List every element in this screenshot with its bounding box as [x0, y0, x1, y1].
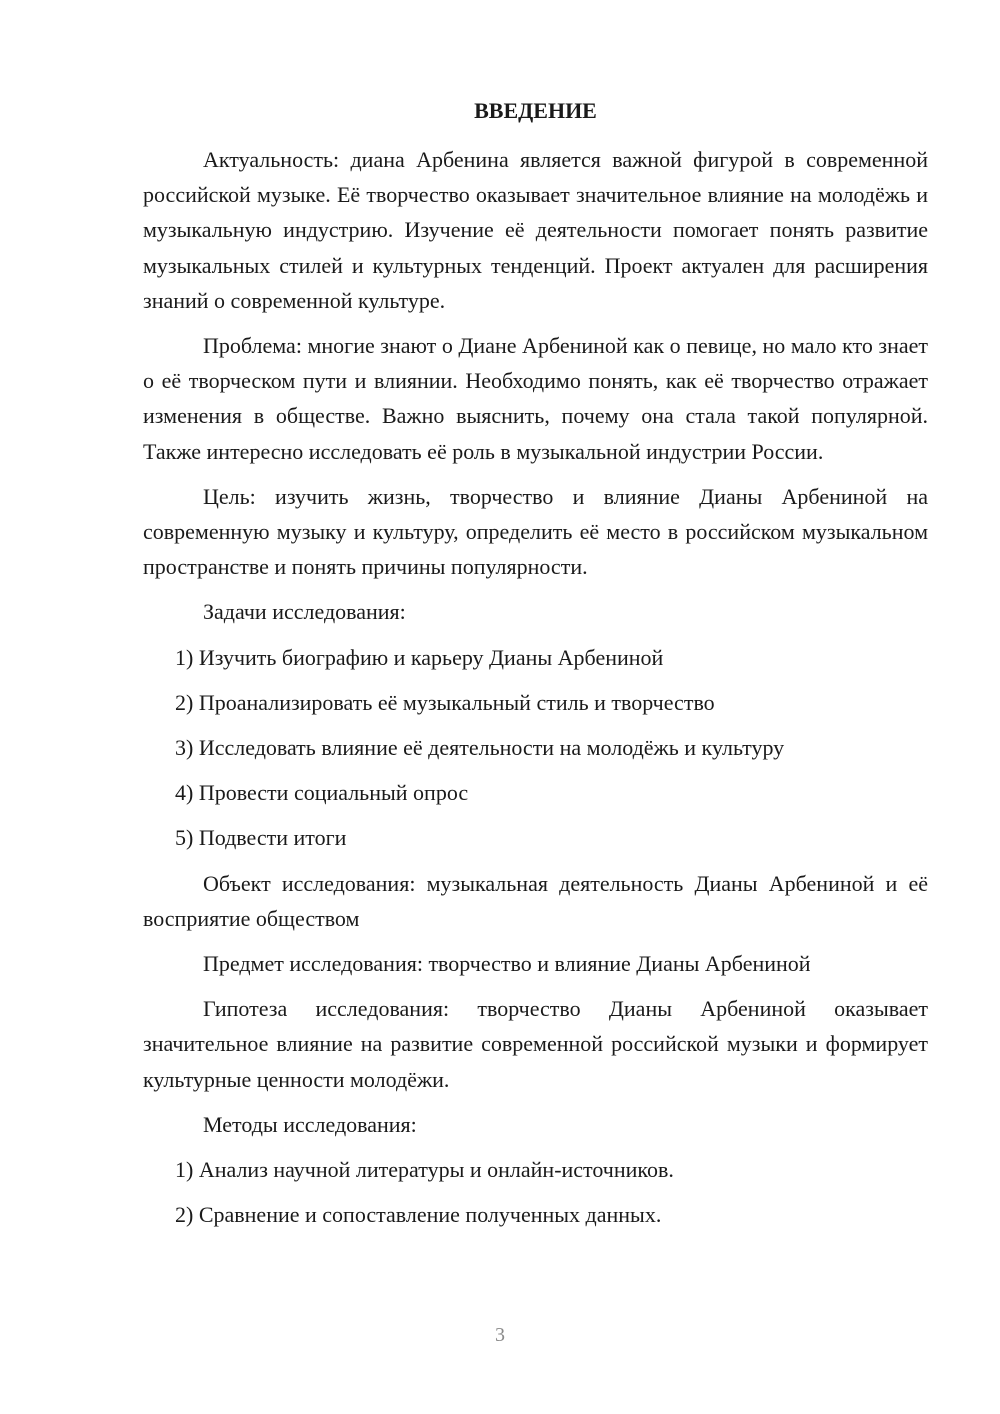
section-title: ВВЕДЕНИЕ — [474, 98, 597, 123]
list-item: 4) Провести социальный опрос — [175, 780, 469, 806]
page-content — [143, 96, 928, 1242]
methods-heading: Методы исследования: — [203, 1111, 417, 1137]
tasks-heading: Задачи исследования: — [203, 599, 406, 625]
problem-paragraph: Проблема: многие знают о Диане Арбениной как о певице, но мало кто знает о её творческом пути и влиянии. Необходимо понять, как её творчество отражает изменения в обществе. Важно выяснить, почему она стала такой популярной. Также интересно исследовать её роль в музыкальной индустрии России. — [143, 333, 928, 464]
list-item: 2) Сравнение и сопоставление полученных данных. — [175, 1202, 662, 1228]
list-item: 3) Исследовать влияние её деятельности на молодёжь и культуру — [175, 735, 785, 761]
actuality-paragraph: Актуальность: диана Арбенина является важной фигурой в современной российской музыке. Её творчество оказывает значительное влияние на молодёжь и музыкальную индустрию. Изучение её деятельности помогает понять развитие музыкальных стилей и культурных тенденций. Проект актуален для расширения знаний о современной культуре. — [143, 147, 928, 313]
methods-list — [143, 1152, 928, 1232]
goal-paragraph: Цель: изучить жизнь, творчество и влияние Дианы Арбениной на современную музыку и культуру, определить её место в российском музыкальном пространстве и понять причины популярности. — [143, 483, 928, 580]
list-item: 1) Анализ научной литературы и онлайн-источников. — [175, 1157, 674, 1183]
object-paragraph: Объект исследования: музыкальная деятельность Дианы Арбениной и её восприятие обществом — [143, 870, 928, 931]
list-item: 1) Изучить биографию и карьеру Дианы Арбениной — [175, 644, 664, 670]
list-item: 5) Подвести итоги — [175, 825, 347, 851]
tasks-list — [143, 640, 928, 856]
page-number: 3 — [495, 1324, 505, 1346]
list-item: 2) Проанализировать её музыкальный стиль и творчество — [175, 689, 715, 715]
subject-paragraph: Предмет исследования: творчество и влияние Дианы Арбениной — [203, 951, 811, 977]
hypothesis-paragraph: Гипотеза исследования: творчество Дианы Арбениной оказывает значительное влияние на развитие современной российской музыки и формирует культурные ценности молодёжи. — [143, 996, 928, 1092]
